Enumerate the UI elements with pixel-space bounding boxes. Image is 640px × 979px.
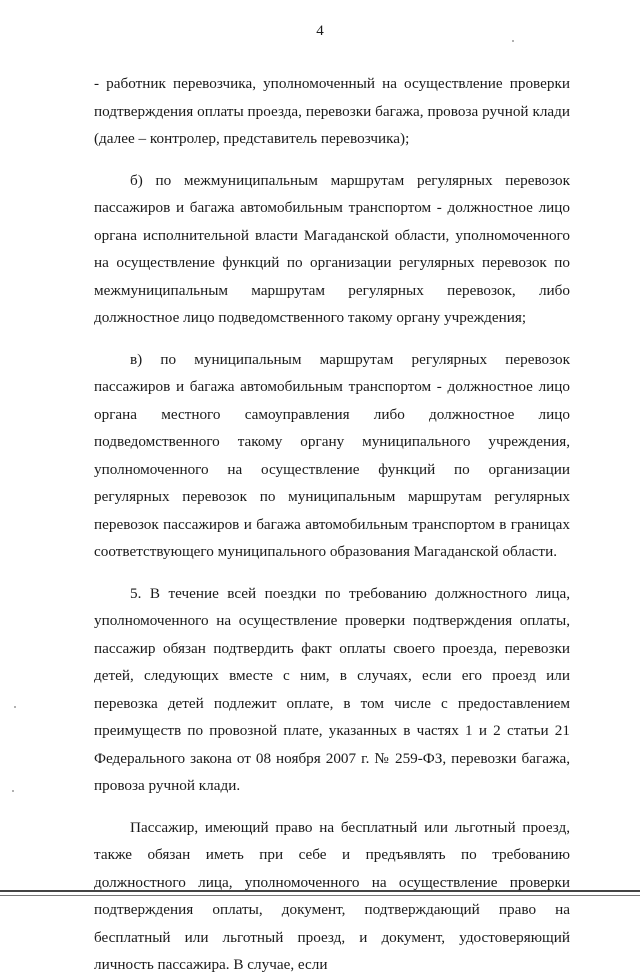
scan-speck	[12, 790, 14, 792]
page-number: 4	[316, 23, 324, 39]
scan-bottom-edge	[0, 890, 640, 892]
scan-speck	[14, 706, 16, 708]
paragraph-b: б) по межмуниципальным маршрутам регулярных перевозок пассажиров и багажа автомобильным транспортом - должностное лицо органа исполнительной власти Магаданской области, уполномоченного на осуществление функций по организации регулярных перевозок по межмуниципальным маршрутам регулярных перевозок, либо должностное лицо подведомственного такому органу учреждения;	[94, 171, 570, 326]
paragraph-v: в) по муниципальным маршрутам регулярных перевозок пассажиров и багажа автомобильным транспортом - должностное лицо органа местного самоуправления либо должностное лицо подведомственного такому органу муниципального учреждения, уполномоченного на осуществление функций по организации регулярных перевозок по муниципальным маршрутам регулярных перевозок пассажиров и багажа автомобильным транспортом в границах соответствующего муниципального образования Магаданской области.	[94, 350, 570, 560]
paragraph-5: 5. В течение всей поездки по требованию должностного лица, уполномоченного на осуществление проверки подтверждения оплаты, пассажир обязан подтвердить факт оплаты своего проезда, перевозки детей, следующих вместе с ним, в случаях, если его проезд или перевозка детей подлежит оплате, в том числе с предоставлением преимуществ по провозной плате, указанных в частях 1 и 2 статьи 21 Федерального закона от 08 ноября 2007 г. № 259-ФЗ, перевозки багажа, провоза ручной клади.	[94, 584, 570, 794]
paragraph-controller: - работник перевозчика, уполномоченный на осуществление проверки подтверждения оплаты проезда, перевозки багажа, провоза ручной клади (далее – контролер, представитель перевозчика);	[94, 75, 570, 147]
scan-bottom-edge-inner	[0, 895, 640, 896]
paragraph-privileged-passenger: Пассажир, имеющий право на бесплатный или льготный проезд, также обязан иметь при себе и предъявлять по требованию должностного лица, уполномоченного на осуществление проверки подтверждения оплаты, документ, подтверждающий право на бесплатный или льготный проезд, и документ, удостоверяющий личность пассажира. В случае, если	[94, 818, 570, 973]
document-body	[94, 70, 570, 979]
scan-speck	[512, 40, 514, 42]
